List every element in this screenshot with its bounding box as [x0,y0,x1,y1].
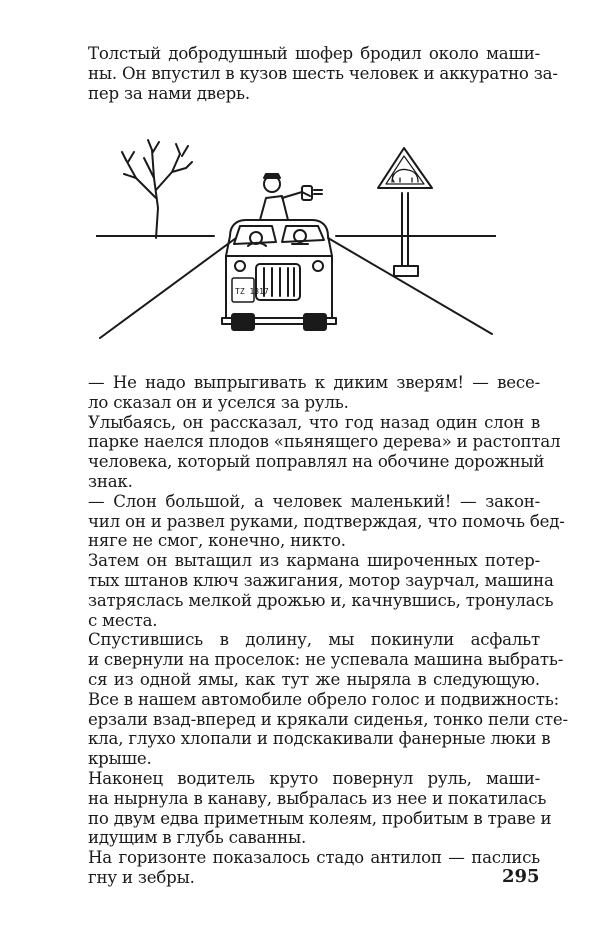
car-drawing [222,174,336,330]
intro-text-line: Толстый добродушный шофер бродил около маши- [88,44,540,63]
body-text-line: по двум едва приметным колеям, пробитым в траве и [88,808,552,828]
body-text-line: Затем он вытащил из кармана широченных потер- [88,551,540,571]
body-text-line: — Слон большой, а человек маленький! — закон- [88,491,540,511]
body-text-line: человека, который поправлял на обочине дорожный [88,452,545,472]
body-text-line: Все в нашем автомобиле обрело голос и подвижность: [88,689,560,709]
body-text-line: тых штанов ключ зажигания, мотор заурчал, машина [88,570,554,590]
intro-text-line: ны. Он впустил в кузов шесть человек и аккуратно за- [88,63,558,83]
body-text-line: — Не надо выпрыгивать к диким зверям! — весе- [88,373,540,392]
road-edge-left [100,238,236,338]
road-edge-right [328,238,492,334]
body-text-line: на нырнула в канаву, выбралась из нее и покатилась [88,788,547,808]
body-text-line: На горизонте показалось стадо антилоп — паслись [88,848,540,868]
intro-text-line: пер за нами дверь. [88,83,250,103]
body-text-line: крыше. [88,749,152,769]
body-text-line: Наконец водитель круто повернул руль, маши- [88,768,540,788]
body-text-line: с места. [88,610,158,630]
body-text-line: знак. [88,471,133,491]
illustration-car-on-road [96,138,496,348]
tree-drawing [122,140,192,238]
body-text-line: чил он и развел руками, подтверждая, что помочь бед- [88,511,565,531]
body-text-line: парке наелся плодов «пьянящего дерева» и растоптал [88,432,561,452]
body-text-line: ся из одной ямы, как тут же ныряла в следующую. [88,669,540,689]
body-text-line: идущим в глубь саванны. [88,828,307,848]
body-text-line: Улыбаясь, он рассказал, что год назад один слон в [88,412,540,432]
license-plate-text: TZ 1317 [235,287,269,296]
page-number: 295 [502,866,540,887]
body-text-line: ло сказал он и уселся за руль. [88,392,349,412]
main-text [88,373,568,888]
body-text-line: гну и зебры. [88,867,195,887]
road-sign-drawing [378,148,432,276]
body-text-line: кла, глухо хлопали и подскакивали фанерные люки в [88,729,551,749]
intro-paragraph [88,44,558,103]
body-text-line: няге не смог, конечно, никто. [88,531,346,551]
body-text-line: ерзали взад-вперед и крякали сиденья, тонко пели сте- [88,709,568,729]
body-text-line: и свернули на проселок: не успевала машина выбрать- [88,650,564,670]
body-text-line: Спустившись в долину, мы покинули асфальт [88,630,540,650]
body-text-line: затряслась мелкой дрожью и, качнувшись, тронулась [88,590,554,610]
